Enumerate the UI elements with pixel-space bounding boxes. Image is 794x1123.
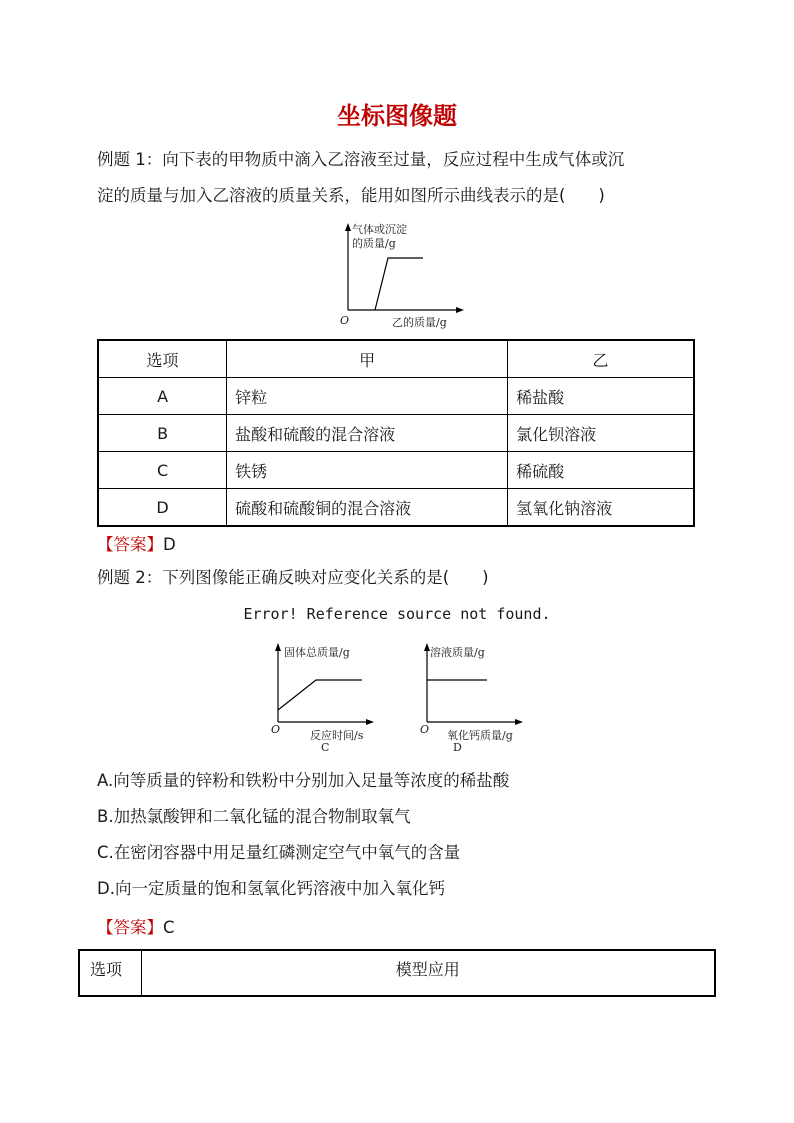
header-option: 选项 bbox=[98, 340, 227, 378]
graph-d-xlabel: 氧化钙质量/g bbox=[447, 729, 513, 742]
x-axis-arrow bbox=[366, 719, 374, 725]
row-option: B bbox=[98, 415, 227, 452]
answer-value: C bbox=[163, 918, 175, 937]
graph-d-caption: D bbox=[453, 741, 462, 754]
example2-answer bbox=[97, 914, 175, 938]
answer-label: 【答案】 bbox=[97, 918, 163, 937]
row-jia: 铁锈 bbox=[227, 452, 508, 489]
row-option: D bbox=[98, 489, 227, 527]
table-row bbox=[98, 452, 694, 489]
header-jia: 甲 bbox=[227, 340, 508, 378]
table-row bbox=[98, 415, 694, 452]
graph-c-ylabel: 固体总质量/g bbox=[284, 646, 350, 659]
example1-ylabel-line1: 气体或沉淀 bbox=[352, 223, 407, 236]
curve bbox=[375, 258, 423, 310]
row-jia: 盐酸和硫酸的混合溶液 bbox=[227, 415, 508, 452]
graph-c-xlabel: 反应时间/s bbox=[310, 729, 364, 742]
table-row bbox=[98, 489, 694, 527]
example1-xlabel: 乙的质量/g bbox=[392, 316, 447, 329]
row-yi: 稀硫酸 bbox=[508, 452, 694, 489]
row-yi: 氯化钡溶液 bbox=[508, 415, 694, 452]
row-jia: 硫酸和硫酸铜的混合溶液 bbox=[227, 489, 508, 527]
error-reference-text: Error! Reference source not found. bbox=[243, 605, 551, 623]
header-model-application: 模型应用 bbox=[141, 950, 715, 996]
example1-table bbox=[97, 339, 695, 527]
option-b: B.加热氯酸钾和二氧化锰的混合物制取氧气 bbox=[97, 807, 411, 826]
header-yi: 乙 bbox=[508, 340, 694, 378]
graph-d-ylabel: 溶液质量/g bbox=[430, 646, 485, 659]
row-option: A bbox=[98, 378, 227, 415]
example1-answer bbox=[97, 531, 176, 555]
page-title: 坐标图像题 bbox=[337, 101, 457, 130]
row-option: C bbox=[98, 452, 227, 489]
curve bbox=[278, 680, 362, 710]
option-c: C.在密闭容器中用足量红磷测定空气中氧气的含量 bbox=[97, 843, 461, 862]
table-header-row bbox=[79, 950, 715, 996]
graph-c-caption: C bbox=[321, 741, 330, 754]
y-axis-arrow bbox=[275, 643, 281, 651]
option-d: D.向一定质量的饱和氢氧化钙溶液中加入氧化钙 bbox=[97, 879, 445, 898]
option-a: A.向等质量的锌粉和铁粉中分别加入足量等浓度的稀盐酸 bbox=[97, 771, 510, 790]
graph-c-origin: O bbox=[271, 723, 281, 736]
header-option: 选项 bbox=[79, 950, 141, 996]
example1-question-line1: 例题 1：向下表的甲物质中滴入乙溶液至过量，反应过程中生成气体或沉 bbox=[97, 150, 625, 169]
model-application-table bbox=[78, 949, 716, 997]
table-header-row bbox=[98, 340, 694, 378]
y-axis-arrow bbox=[345, 223, 351, 231]
x-axis-arrow bbox=[515, 719, 523, 725]
example1-question-line2: 淀的质量与加入乙溶液的质量关系，能用如图所示曲线表示的是( ) bbox=[97, 186, 605, 205]
example2-question: 例题 2：下列图像能正确反映对应变化关系的是( ) bbox=[97, 568, 489, 587]
example1-ylabel-line2: 的质量/g bbox=[352, 237, 396, 250]
x-axis-arrow bbox=[456, 307, 464, 313]
example1-origin: O bbox=[340, 314, 350, 327]
row-yi: 氢氧化钠溶液 bbox=[508, 489, 694, 527]
table-row bbox=[98, 378, 694, 415]
answer-label: 【答案】 bbox=[97, 535, 163, 554]
row-yi: 稀盐酸 bbox=[508, 378, 694, 415]
graph-d-origin: O bbox=[420, 723, 430, 736]
answer-value: D bbox=[163, 535, 176, 554]
row-jia: 锌粒 bbox=[227, 378, 508, 415]
